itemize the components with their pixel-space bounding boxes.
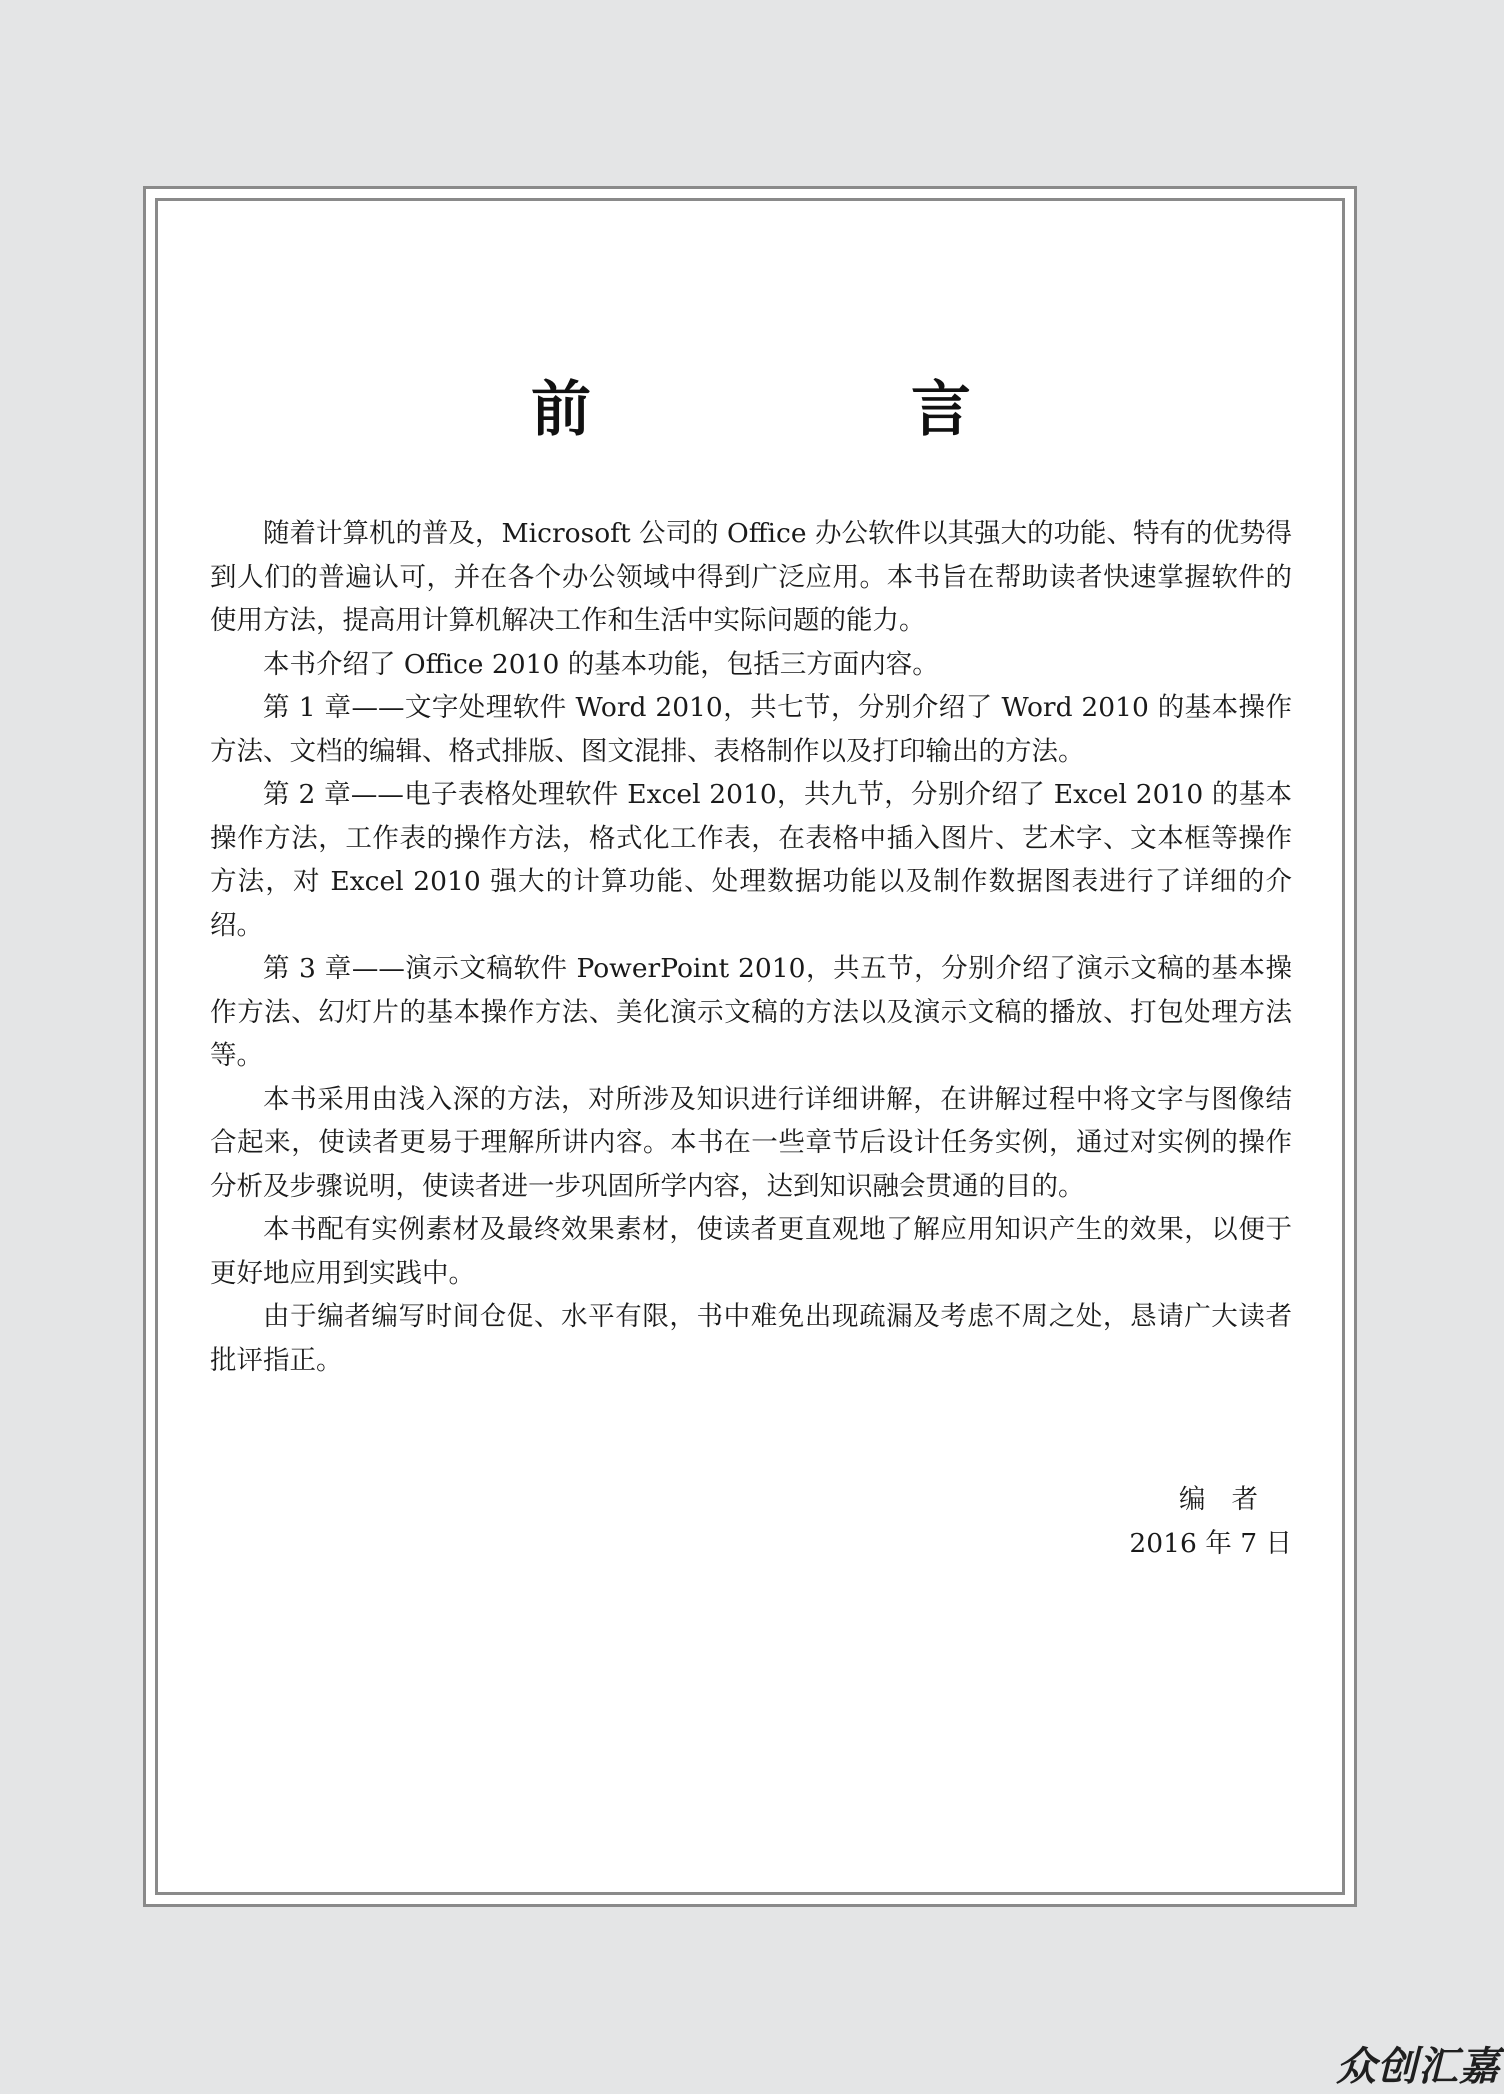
paragraph-overview: 本书介绍了 Office 2010 的基本功能，包括三方面内容。	[263, 648, 939, 680]
signature-author: 编者	[1179, 1484, 1284, 1515]
paragraph-chapter-3: 第 3 章——演示文稿软件 PowerPoint 2010，共五节，分别介绍了演示文稿的基本操作方法、幻灯片的基本操作方法、美化演示文稿的方法以及演示文稿的播放、打包处理方法等。	[210, 953, 1292, 1071]
preface-body	[210, 512, 1292, 1382]
page-title: 前 言	[531, 375, 1101, 445]
signature-date: 2016 年 7 日	[1129, 1527, 1292, 1559]
paragraph-intro: 随着计算机的普及，Microsoft 公司的 Office 办公软件以其强大的功能、特有的优势得到人们的普遍认可，并在各个办公领域中得到广泛应用。本书旨在帮助读者快速掌握软件的使用方法，提高用计算机解决工作和生活中实际问题的能力。	[210, 518, 1292, 636]
paragraph-chapter-2: 第 2 章——电子表格处理软件 Excel 2010，共九节，分别介绍了 Excel 2010 的基本操作方法，工作表的操作方法，格式化工作表，在表格中插入图片、艺术字、文本框等操作方法，对 Excel 2010 强大的计算功能、处理数据功能以及制作数据图表进行了详细的介绍。	[210, 779, 1292, 941]
paragraph-closing: 由于编者编写时间仓促、水平有限，书中难免出现疏漏及考虑不周之处，恳请广大读者批评指正。	[210, 1301, 1292, 1376]
preface-content	[210, 360, 1292, 1559]
paragraph-method: 本书采用由浅入深的方法，对所涉及知识进行详细讲解，在讲解过程中将文字与图像结合起来，使读者更易于理解所讲内容。本书在一些章节后设计任务实例，通过对实例的操作分析及步骤说明，使读者进一步巩固所学内容，达到知识融会贯通的目的。	[210, 1083, 1292, 1202]
paragraph-chapter-1: 第 1 章——文字处理软件 Word 2010，共七节，分别介绍了 Word 2010 的基本操作方法、文档的编辑、格式排版、图文混排、表格制作以及打印输出的方法。	[210, 692, 1292, 767]
signature-block	[1129, 1478, 1292, 1565]
paragraph-materials: 本书配有实例素材及最终效果素材，使读者更直观地了解应用知识产生的效果，以便于更好地应用到实践中。	[210, 1214, 1292, 1289]
watermark-logo: 众创汇嘉	[1336, 2044, 1500, 2090]
